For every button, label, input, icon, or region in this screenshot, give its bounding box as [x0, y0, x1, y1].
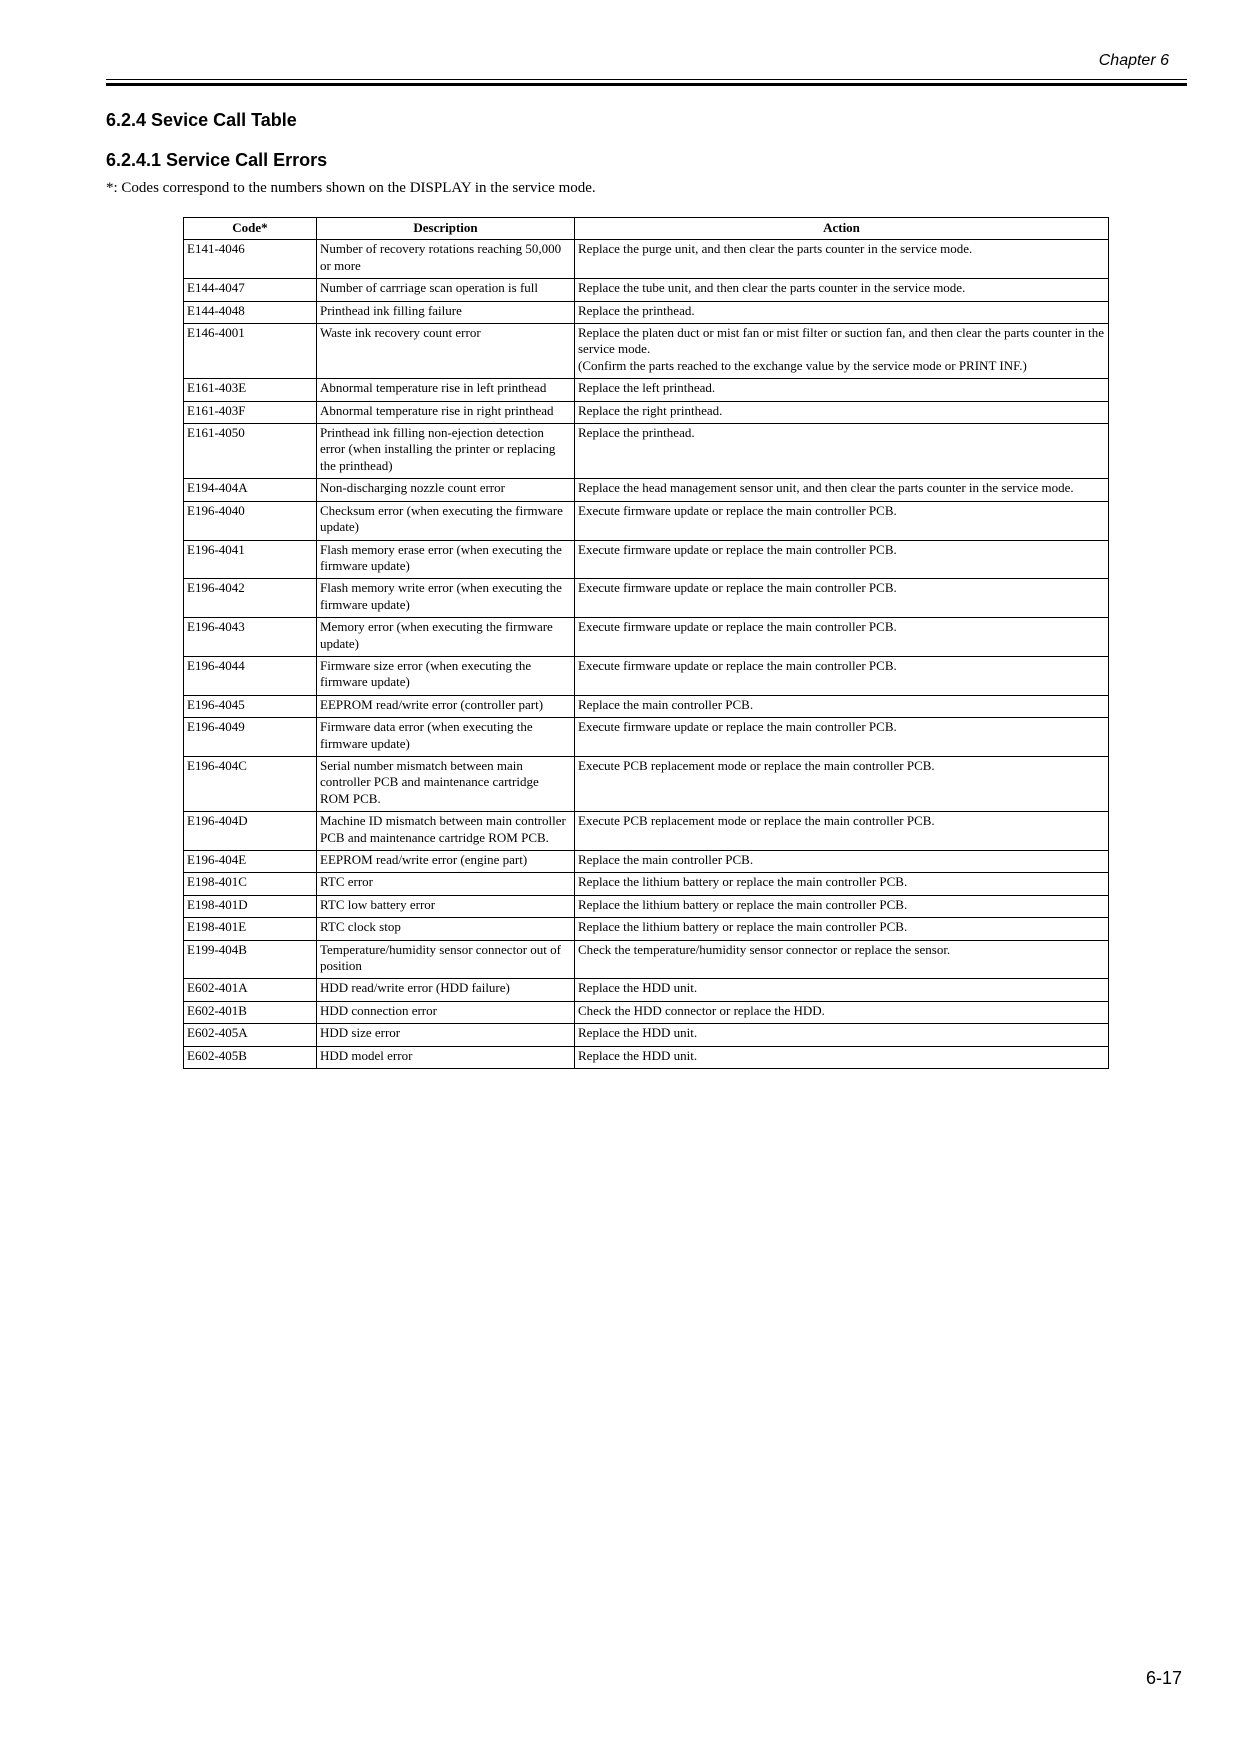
table-row [184, 479, 1109, 501]
cell-description: Printhead ink filling non-ejection detection error (when installing the printer or replacing the printhead) [317, 424, 575, 479]
cell-code: E602-405A [184, 1024, 317, 1046]
page-number: 6-17 [1146, 1668, 1183, 1688]
cell-action: Execute PCB replacement mode or replace the main controller PCB. [575, 756, 1109, 811]
cell-code: E198-401D [184, 895, 317, 917]
cell-description: RTC low battery error [317, 895, 575, 917]
service-call-table-container [183, 217, 1108, 1069]
cell-action: Execute firmware update or replace the main controller PCB. [575, 501, 1109, 540]
cell-code: E602-405B [184, 1046, 317, 1068]
cell-description: EEPROM read/write error (controller part) [317, 695, 575, 717]
cell-action: Replace the main controller PCB. [575, 851, 1109, 873]
cell-code: E198-401E [184, 918, 317, 940]
table-row [184, 873, 1109, 895]
cell-description: HDD model error [317, 1046, 575, 1068]
cell-code: E144-4047 [184, 279, 317, 301]
table-row [184, 424, 1109, 479]
table-row [184, 851, 1109, 873]
table-row [184, 579, 1109, 618]
cell-description: RTC clock stop [317, 918, 575, 940]
table-row [184, 279, 1109, 301]
table-row [184, 240, 1109, 279]
cell-action: Execute firmware update or replace the main controller PCB. [575, 656, 1109, 695]
cell-action: Replace the tube unit, and then clear the parts counter in the service mode. [575, 279, 1109, 301]
table-row [184, 618, 1109, 657]
cell-code: E194-404A [184, 479, 317, 501]
table-body [184, 240, 1109, 1069]
table-row [184, 979, 1109, 1001]
header-rule-thin [106, 79, 1187, 80]
cell-action: Check the HDD connector or replace the HDD. [575, 1001, 1109, 1023]
cell-action: Replace the lithium battery or replace the main controller PCB. [575, 918, 1109, 940]
cell-code: E196-4041 [184, 540, 317, 579]
cell-code: E196-404D [184, 812, 317, 851]
cell-action: Replace the lithium battery or replace the main controller PCB. [575, 895, 1109, 917]
cell-action: Replace the purge unit, and then clear the parts counter in the service mode. [575, 240, 1109, 279]
cell-action: Execute firmware update or replace the main controller PCB. [575, 579, 1109, 618]
page-header [106, 52, 1187, 88]
cell-description: Abnormal temperature rise in right printhead [317, 401, 575, 423]
table-row [184, 1024, 1109, 1046]
cell-description: Firmware data error (when executing the firmware update) [317, 718, 575, 757]
cell-action: Execute firmware update or replace the main controller PCB. [575, 540, 1109, 579]
cell-action: Execute firmware update or replace the main controller PCB. [575, 618, 1109, 657]
cell-code: E161-403E [184, 379, 317, 401]
cell-code: E602-401B [184, 1001, 317, 1023]
cell-action: Replace the head management sensor unit, and then clear the parts counter in the service mode. [575, 479, 1109, 501]
table-row [184, 918, 1109, 940]
cell-code: E198-401C [184, 873, 317, 895]
cell-code: E196-4042 [184, 579, 317, 618]
cell-code: E602-401A [184, 979, 317, 1001]
column-header-description: Description [317, 218, 575, 240]
cell-description: Flash memory erase error (when executing the firmware update) [317, 540, 575, 579]
cell-code: E141-4046 [184, 240, 317, 279]
table-row [184, 501, 1109, 540]
cell-action: Replace the lithium battery or replace the main controller PCB. [575, 873, 1109, 895]
cell-description: Number of carrriage scan operation is full [317, 279, 575, 301]
cell-action: Replace the main controller PCB. [575, 695, 1109, 717]
table-row [184, 301, 1109, 323]
cell-description: Abnormal temperature rise in left printhead [317, 379, 575, 401]
cell-action: Execute PCB replacement mode or replace the main controller PCB. [575, 812, 1109, 851]
cell-description: HDD connection error [317, 1001, 575, 1023]
cell-description: Memory error (when executing the firmware update) [317, 618, 575, 657]
code-note: *: Codes correspond to the numbers shown on the DISPLAY in the service mode. [106, 180, 596, 196]
cell-action: Replace the platen duct or mist fan or mist filter or suction fan, and then clear the parts counter in the service mode. (Confirm the parts reached to the exchange value by the service mode or PRINT INF.) [575, 324, 1109, 379]
table-row [184, 895, 1109, 917]
cell-description: Waste ink recovery count error [317, 324, 575, 379]
table-row [184, 812, 1109, 851]
cell-code: E196-404E [184, 851, 317, 873]
cell-code: E199-404B [184, 940, 317, 979]
cell-code: E144-4048 [184, 301, 317, 323]
cell-description: Firmware size error (when executing the firmware update) [317, 656, 575, 695]
table-row [184, 324, 1109, 379]
cell-action: Execute firmware update or replace the main controller PCB. [575, 718, 1109, 757]
cell-description: Temperature/humidity sensor connector out of position [317, 940, 575, 979]
cell-action: Replace the HDD unit. [575, 1024, 1109, 1046]
column-header-code: Code* [184, 218, 317, 240]
cell-action: Check the temperature/humidity sensor connector or replace the sensor. [575, 940, 1109, 979]
cell-action: Replace the printhead. [575, 424, 1109, 479]
cell-description: Serial number mismatch between main controller PCB and maintenance cartridge ROM PCB. [317, 756, 575, 811]
header-rule-thick [106, 83, 1187, 86]
cell-code: E196-4044 [184, 656, 317, 695]
table-row [184, 401, 1109, 423]
cell-description: Non-discharging nozzle count error [317, 479, 575, 501]
cell-description: Flash memory write error (when executing the firmware update) [317, 579, 575, 618]
cell-description: Checksum error (when executing the firmware update) [317, 501, 575, 540]
table-header-row [184, 218, 1109, 240]
cell-code: E196-4043 [184, 618, 317, 657]
cell-action: Replace the HDD unit. [575, 1046, 1109, 1068]
table-row [184, 756, 1109, 811]
cell-action: Replace the right printhead. [575, 401, 1109, 423]
cell-description: Machine ID mismatch between main controller PCB and maintenance cartridge ROM PCB. [317, 812, 575, 851]
cell-description: HDD read/write error (HDD failure) [317, 979, 575, 1001]
cell-description: EEPROM read/write error (engine part) [317, 851, 575, 873]
cell-action: Replace the printhead. [575, 301, 1109, 323]
table-row [184, 718, 1109, 757]
cell-code: E161-4050 [184, 424, 317, 479]
chapter-label: Chapter 6 [1098, 52, 1169, 69]
subsection-title: 6.2.4.1 Service Call Errors [106, 150, 328, 170]
table-row [184, 379, 1109, 401]
table-row [184, 695, 1109, 717]
table-row [184, 540, 1109, 579]
column-header-action: Action [575, 218, 1109, 240]
cell-description: HDD size error [317, 1024, 575, 1046]
cell-description: RTC error [317, 873, 575, 895]
cell-description: Number of recovery rotations reaching 50,000 or more [317, 240, 575, 279]
cell-code: E146-4001 [184, 324, 317, 379]
cell-code: E196-404C [184, 756, 317, 811]
section-title: 6.2.4 Sevice Call Table [106, 110, 297, 130]
cell-action: Replace the left printhead. [575, 379, 1109, 401]
cell-code: E196-4040 [184, 501, 317, 540]
cell-code: E196-4049 [184, 718, 317, 757]
table-row [184, 656, 1109, 695]
table-row [184, 940, 1109, 979]
cell-code: E196-4045 [184, 695, 317, 717]
table-row [184, 1001, 1109, 1023]
cell-description: Printhead ink filling failure [317, 301, 575, 323]
table-row [184, 1046, 1109, 1068]
service-call-errors-table [183, 217, 1109, 1069]
cell-code: E161-403F [184, 401, 317, 423]
cell-action: Replace the HDD unit. [575, 979, 1109, 1001]
